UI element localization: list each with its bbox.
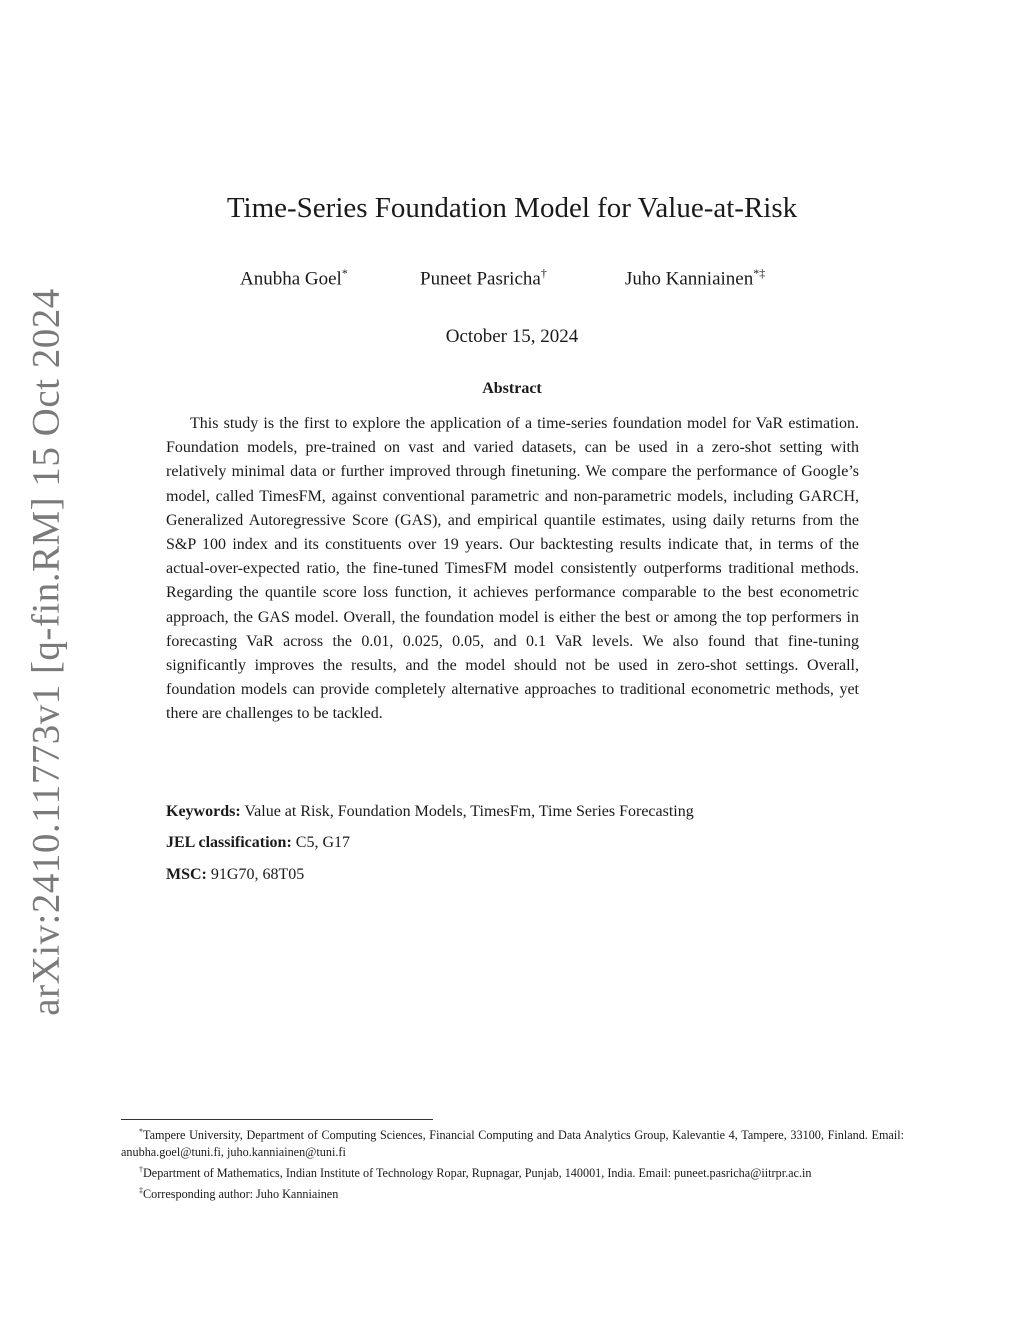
publication-date: October 15, 2024: [445, 326, 579, 347]
author-3: [625, 266, 765, 290]
footnote-mark: *: [139, 1127, 143, 1136]
author-footnote-mark: †: [540, 266, 547, 280]
jel-value: C5, G17: [295, 834, 351, 851]
paper-title: Time-Series Foundation Model for Value-at-Risk: [226, 192, 798, 224]
arxiv-identifier-stamp: arXiv:2410.11773v1 [q-fin.RM] 15 Oct 2024: [24, 288, 68, 1016]
footnote-1: [121, 1124, 904, 1160]
author-1: [240, 266, 348, 290]
footnote-text: Tampere University, Department of Computing Sciences, Financial Computing and Data Analytics Group, Kalevantie 4, Tampere, 33100, Finland. Email: anubha.goel@tuni.fi, juho.kanniainen@tuni.fi: [121, 1128, 904, 1159]
keywords-label: Keywords:: [166, 803, 241, 820]
footnote-mark: ‡: [139, 1185, 143, 1195]
jel-label: JEL classification:: [166, 834, 292, 851]
author-footnote-mark: *: [341, 266, 348, 280]
author-footnote-mark: *‡: [753, 266, 766, 280]
footnote-divider: [121, 1119, 433, 1120]
abstract-text: This study is the first to explore the application of a time-series foundation model for VaR estimation. Foundation models, pre-trained on vast and varied datasets, can be used in a zero-shot setting with relatively minimal data or further improved through finetuning. We compare the performance of Google’s model, called TimesFM, against conventional parametric and non-parametric models, including GARCH, Generalized Autoregressive Score (GAS), and empirical quantile estimates, using daily returns from the S&P 100 index and its constituents over 19 years. Our backtesting results indicate that, in terms of the actual-over-expected ratio, the fine-tuned TimesFM model consistently outperforms traditional methods. Regarding the quantile score loss function, it achieves performance comparable to the best econometric approach, the GAS model. Overall, the foundation model is either the best or among the top performers in forecasting VaR across the 0.01, 0.025, 0.05, and 0.1 VaR levels. We also found that fine-tuning significantly improves the results, and the model should not be used in zero-shot settings. Overall, foundation models can provide completely alternative approaches to traditional econometric methods, yet there are challenges to be tackled.: [166, 415, 859, 723]
footnote-text: Corresponding author: Juho Kanniainen: [143, 1186, 339, 1201]
keywords-line: [166, 803, 694, 821]
msc-value: 91G70, 68T05: [210, 866, 305, 883]
footnote-text: Department of Mathematics, Indian Institute of Technology Ropar, Rupnagar, Punjab, 140001, India. Email: puneet.pasricha@iitrpr.ac.in: [143, 1165, 812, 1180]
abstract-heading: Abstract: [482, 380, 542, 397]
author-2: [420, 266, 547, 290]
footnotes: [121, 1124, 904, 1204]
footnote-2: [121, 1162, 904, 1182]
footnote-mark: †: [139, 1164, 143, 1174]
author-name: Puneet Pasricha: [420, 268, 541, 290]
msc-label: MSC:: [166, 866, 207, 883]
author-name: Anubha Goel: [240, 268, 342, 290]
author-name: Juho Kanniainen: [625, 268, 754, 290]
footnote-3: [121, 1183, 904, 1203]
jel-line: [166, 834, 350, 852]
msc-line: [166, 866, 304, 884]
keywords-value: Value at Risk, Foundation Models, TimesFm, Time Series Forecasting: [244, 803, 694, 820]
